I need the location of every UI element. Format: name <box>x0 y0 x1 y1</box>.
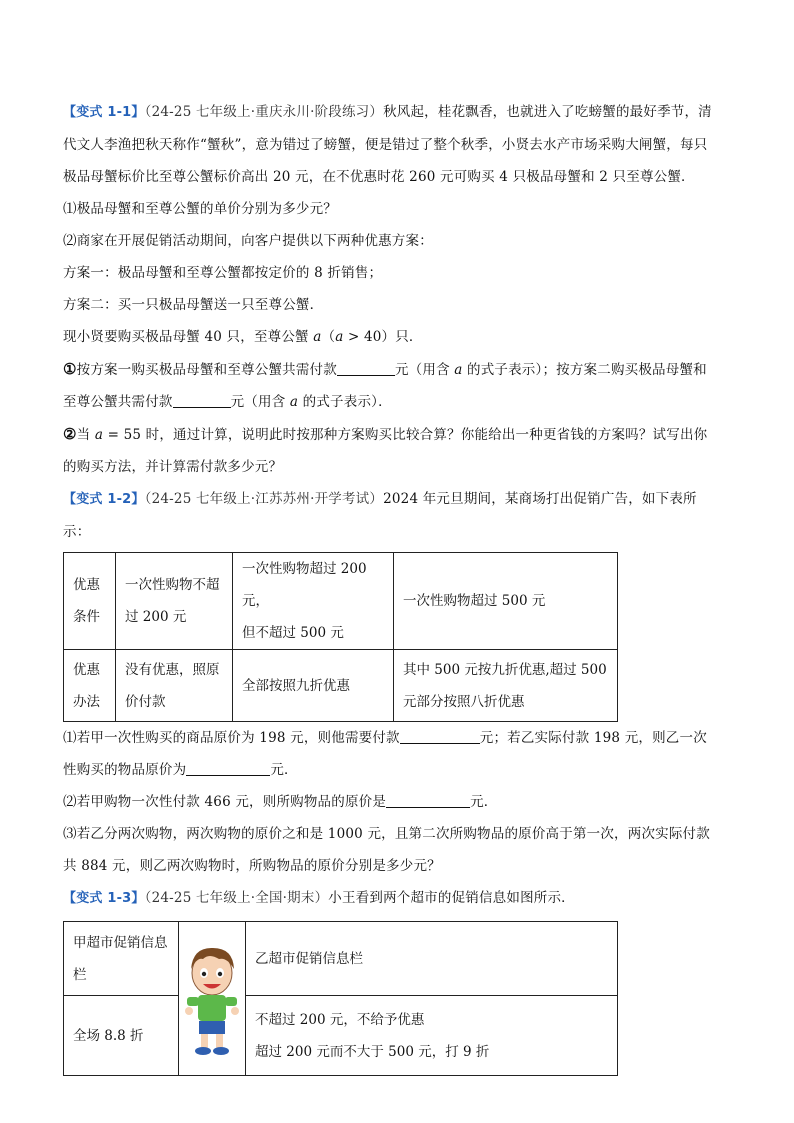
v1-stem <box>63 96 723 129</box>
table-cell: 全场 8.8 折 <box>64 996 179 1076</box>
v3-stem <box>63 882 723 915</box>
v3-intro: 小王看到两个超市的促销信息如图所示． <box>328 890 575 906</box>
v2-intro: 2024 年元旦期间，某商场打出促销广告，如下表所示： <box>63 491 697 540</box>
v1-plan-2: 方案二：买一只极品母蟹送一只至尊公蟹． <box>63 297 324 313</box>
v2-question-3: ⑶若乙分两次购物，两次购物的原价之和是 1000 元，且第二次所购物品的原价高于第一次，两次实际付款 <box>63 826 710 842</box>
v1-sub-1-text-b: 元（用含 𝑎 的式子表示）；按方案二购买极品母蟹和 <box>394 362 707 378</box>
cell-line: 元部分按照八折优惠 <box>403 693 525 710</box>
v2-tag: 【变式 1-2】 <box>63 492 145 507</box>
v2-q1-text-b: 元；若乙实际付款 198 元，则乙一次 <box>479 730 707 746</box>
v3-tag: 【变式 1-3】 <box>63 891 145 906</box>
v1-plan-1: 方案一：极品母蟹和至尊公蟹都按定价的 8 折销售； <box>63 265 383 281</box>
v1-question-1: ⑴极品母蟹和至尊公蟹的单价分别为多少元？ <box>63 201 337 217</box>
v1-sub-1-cont <box>63 386 723 418</box>
v1-tag: 【变式 1-1】 <box>63 105 145 120</box>
table-cell: 优惠条件 <box>64 553 116 650</box>
table-cell: 一次性购物超过 500 元 <box>394 553 618 650</box>
v2-source: （24-25 七年级上·江苏苏州·开学考试） <box>144 491 384 507</box>
cell-line: 一次性购物超过 200 元， <box>242 561 367 609</box>
v2-q2-text-a: ⑵若甲购物一次性付款 466 元，则所购物品的原价是 <box>63 794 387 810</box>
cell-line: 但不超过 500 元 <box>242 625 344 641</box>
circle-two-mark: ② <box>63 425 77 443</box>
cell-line: 不超过 200 元，不给予优惠 <box>255 1011 425 1028</box>
v1-line1: 秋风起，桂花飘香，也就进入了吃螃蟹的最好季节，清 <box>383 104 712 120</box>
table-cell <box>233 553 394 650</box>
v3-source: （24-25 七年级上·全国·期末） <box>144 890 329 906</box>
v1-sub-1-text-c: 至尊公蟹共需付款 <box>63 394 173 410</box>
table-cell: 甲超市促销信息栏 <box>64 922 179 996</box>
boy-illustration-cell <box>179 922 246 1076</box>
v1-sub-2-cont: 的购买方法，并计算需付款多少元？ <box>63 459 283 475</box>
v2-question-2 <box>63 786 723 818</box>
v2-stem <box>63 483 723 548</box>
table-cell: 一次性购物不超过 200 元 <box>116 553 233 650</box>
answer-blank[interactable] <box>173 393 231 408</box>
answer-blank[interactable] <box>400 729 480 744</box>
cell-line: 超过 200 元而不大于 500 元，打 9 折 <box>255 1043 490 1060</box>
v1-sub-1-text-d: 元（用含 𝑎 的式子表示）． <box>230 394 392 410</box>
circle-one-mark: ① <box>63 360 77 378</box>
boy-illustration <box>179 939 245 1059</box>
v1-line2: 代文人李渔把秋天称作“蟹秋”，意为错过了螃蟹，便是错过了整个秋季，小贤去水产市场采购大闸蟹，每只 <box>63 137 708 153</box>
v1-sub-2-text-a: 当 𝑎 = 55 时，通过计算，说明此时按那种方案购买比较合算？你能给出一种更省钱的方案吗？试写出你 <box>76 427 708 443</box>
v1-sub-1-text-a: 按方案一购买极品母蟹和至尊公蟹共需付款 <box>76 362 337 378</box>
v1-now: 现小贤要购买极品母蟹 40 只，至尊公蟹 𝑎（𝑎 > 40）只． <box>63 329 423 345</box>
v2-q1-text-a: ⑴若甲一次性购买的商品原价为 198 元，则他需要付款 <box>63 730 400 746</box>
cell-line: 其中 500 元按九折优惠,超过 500 <box>403 661 607 678</box>
document-page <box>63 96 723 1076</box>
v1-question-2: ⑵商家在开展促销活动期间，向客户提供以下两种优惠方案： <box>63 233 433 249</box>
v1-sub-1 <box>63 353 723 386</box>
v2-question-1 <box>63 722 723 754</box>
v2-question-3-cont: 共 884 元，则乙两次购物时，所购物品的原价分别是多少元？ <box>63 858 441 874</box>
table-cell <box>246 996 618 1076</box>
table-cell: 全部按照九折优惠 <box>233 650 394 722</box>
table-cell <box>394 650 618 722</box>
v2-q1-text-c: 性购买的物品原价为 <box>63 762 187 778</box>
v2-question-1-cont <box>63 754 723 786</box>
table-cell: 优惠办法 <box>64 650 116 722</box>
v2-q1-text-d: 元． <box>270 762 298 778</box>
v1-line3: 极品母蟹标价比至尊公蟹标价高出 20 元，在不优惠时花 260 元可购买 4 只极品母蟹和 2 只至尊公蟹． <box>63 169 695 185</box>
v1-sub-2 <box>63 418 723 451</box>
promotion-table <box>63 552 618 722</box>
v2-q2-text-b: 元． <box>470 794 498 810</box>
answer-blank[interactable] <box>186 761 270 776</box>
v1-source: （24-25 七年级上·重庆永川·阶段练习） <box>144 104 384 120</box>
supermarket-table <box>63 921 618 1076</box>
table-cell: 乙超市促销信息栏 <box>246 922 618 996</box>
answer-blank[interactable] <box>386 793 470 808</box>
answer-blank[interactable] <box>337 361 395 376</box>
table-cell: 没有优惠，照原价付款 <box>116 650 233 722</box>
